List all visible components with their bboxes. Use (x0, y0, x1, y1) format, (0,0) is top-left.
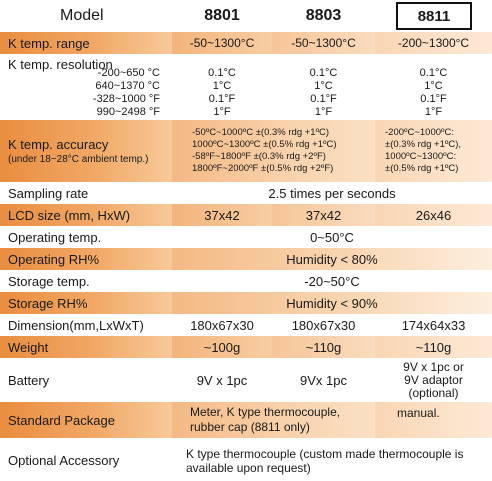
op-temp-label: Operating temp. (8, 229, 102, 245)
resolution-ranges (0, 68, 160, 118)
model-8811: 8811 (396, 2, 472, 30)
res-8801-3: 0.1°F (208, 93, 236, 105)
st-temp-value: -20~50°C (304, 273, 360, 289)
accuracy-label-cell (0, 120, 172, 182)
weight-8811: ~110g (375, 336, 492, 358)
accuracy-8811 (375, 120, 492, 182)
range-8803: -50~1300°C (272, 32, 375, 54)
accessory-line-2: available upon request) (186, 460, 311, 475)
res-8801-1: 0.1°C (208, 67, 236, 79)
range-row (0, 32, 492, 54)
package-8811-text: manual. (397, 406, 440, 420)
lcd-label: LCD size (mm, HxW) (0, 204, 172, 226)
dimension-label: Dimension(mm,LxWxT) (8, 317, 144, 333)
res-range-1: -200~650 °C (97, 67, 160, 79)
package-label: Standard Package (0, 402, 172, 438)
battery-8811 (375, 358, 492, 402)
range-8801: -50~1300°C (172, 32, 272, 54)
acc-line-4: 1800ºF~2000ºF ±(0.5% rdg +2ºF) (192, 163, 334, 174)
weight-8801: ~100g (172, 336, 272, 358)
op-rh-label: Operating RH% (0, 248, 172, 270)
res-8803-1: 0.1°C (309, 67, 338, 79)
accuracy-label: K temp. accuracy (8, 137, 109, 152)
acc-line-1: -50ºC~1000ºC ±(0.3% rdg +1ºC) (192, 127, 330, 138)
st-rh-label: Storage RH% (0, 292, 172, 314)
package-line-2: rubber cap (8811 only) (190, 420, 310, 434)
resolution-row (0, 54, 492, 118)
acc-8811-2: ±(0.3% rdg +1ºC), (385, 139, 462, 150)
acc-8811-4: ±(0.5% rdg +1ºC) (385, 163, 459, 174)
battery-8801: 9V x 1pc (196, 372, 248, 388)
dimension-row (0, 314, 492, 336)
range-8811: -200~1300°C (375, 32, 492, 54)
res-8801-4: 1°F (213, 106, 231, 118)
st-temp-row (0, 270, 492, 292)
sampling-value: 2.5 times per seconds (268, 185, 396, 201)
res-8811-3: 0.1°F (420, 93, 447, 105)
weight-label: Weight (0, 336, 172, 358)
battery-8811-1: 9V x 1pc or (403, 359, 464, 374)
resolution-8811 (375, 68, 492, 118)
st-rh-value: Humidity < 90% (172, 292, 492, 314)
battery-8811-2: 9V adaptor (404, 372, 463, 387)
accessory-row (0, 440, 492, 481)
model-label: Model (60, 7, 104, 24)
resolution-label: K temp. resolution (8, 57, 113, 72)
op-temp-row (0, 226, 492, 248)
res-range-2: 640~1370 °C (95, 80, 160, 92)
st-rh-row (0, 292, 492, 314)
battery-8811-3: (optional) (408, 385, 459, 400)
model-8801: 8801 (204, 7, 240, 24)
package-row (0, 402, 492, 438)
resolution-8803 (272, 68, 375, 118)
op-temp-value: 0~50°C (310, 229, 354, 245)
res-8801-2: 1°C (212, 80, 232, 92)
res-8803-4: 1°F (314, 106, 333, 118)
dimension-8811: 174x64x33 (401, 317, 466, 333)
accessory-label: Optional Accessory (8, 453, 120, 468)
res-8811-1: 0.1°C (419, 67, 448, 79)
accuracy-8801-8803 (172, 120, 375, 182)
lcd-row (0, 204, 492, 226)
acc-8811-3: 1000ºC~1300ºC: (385, 151, 457, 162)
acc-line-3: -58ºF~1800ºF ±(0.3% rdg +2ºF) (192, 151, 326, 162)
accuracy-row (0, 120, 492, 182)
model-8803: 8803 (305, 7, 342, 24)
battery-label: Battery (8, 372, 50, 388)
package-8801-8803 (172, 402, 375, 438)
op-rh-row (0, 248, 492, 270)
dimension-8801: 180x67x30 (190, 317, 254, 333)
dimension-8803: 180x67x30 (291, 317, 356, 333)
lcd-8803: 37x42 (272, 204, 375, 226)
res-8811-4: 1°F (424, 106, 443, 118)
resolution-8801 (172, 68, 272, 118)
weight-row (0, 336, 492, 358)
res-range-4: 990~2498 °F (96, 106, 160, 118)
package-line-1: Meter, K type thermocouple, (190, 405, 341, 419)
st-temp-label: Storage temp. (8, 273, 90, 289)
weight-8803: ~110g (272, 336, 375, 358)
sampling-row (0, 182, 492, 204)
battery-row (0, 358, 492, 402)
res-8811-2: 1°C (424, 80, 443, 92)
lcd-8801: 37x42 (172, 204, 272, 226)
range-label: K temp. range (0, 32, 172, 54)
package-8811 (375, 402, 492, 438)
op-rh-value: Humidity < 80% (172, 248, 492, 270)
lcd-8811: 26x46 (375, 204, 492, 226)
res-8803-3: 0.1°F (310, 93, 337, 105)
accuracy-sublabel: (under 18~28°C ambient temp.) (8, 154, 149, 165)
res-8803-2: 1°C (314, 80, 333, 92)
header-row (0, 0, 492, 32)
acc-8811-1: -200ºC~1000ºC: (385, 127, 454, 138)
res-range-3: -328~1000 °F (92, 93, 160, 105)
sampling-label: Sampling rate (8, 185, 89, 201)
battery-8803: 9Vx 1pc (300, 372, 347, 388)
acc-line-2: 1000ºC~1300ºC ±(0.5% rdg +1ºC) (192, 139, 337, 150)
accessory-line-1: K type thermocouple (custom made thermocouple is (186, 446, 464, 461)
accessory-value (186, 440, 492, 481)
